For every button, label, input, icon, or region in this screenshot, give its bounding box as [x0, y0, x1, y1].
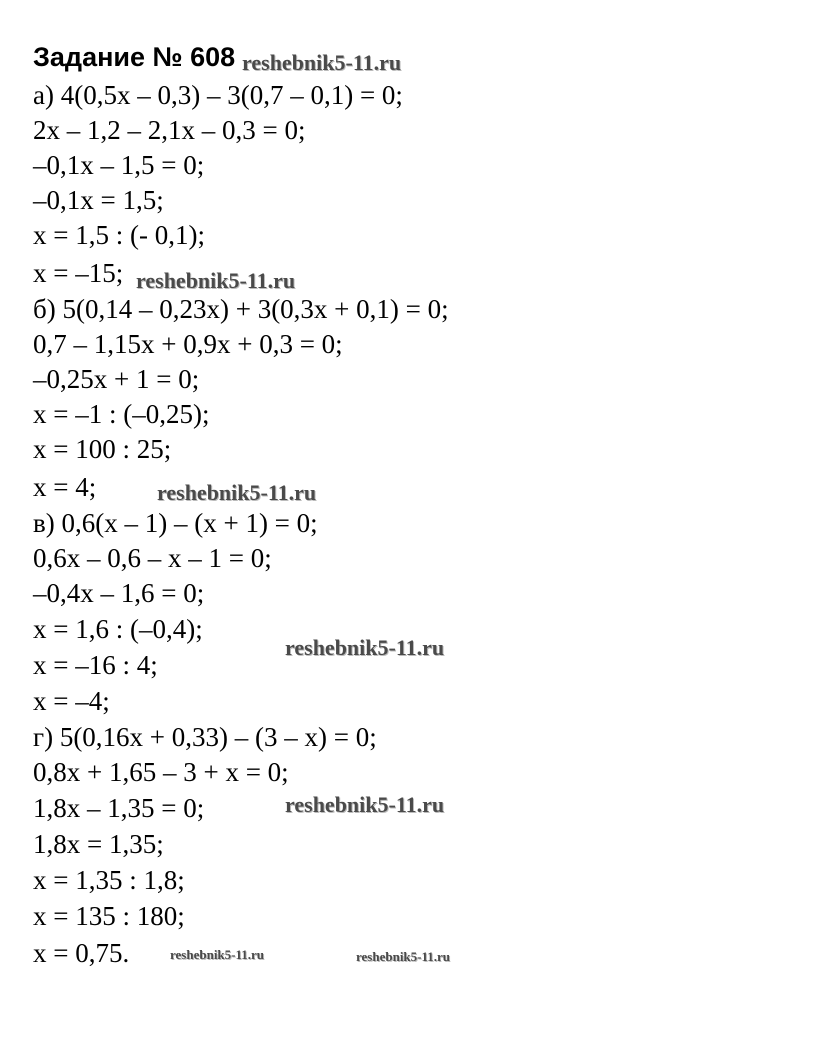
solution-line: 0,7 – 1,15х + 0,9х + 0,3 = 0; — [33, 329, 343, 359]
solution-line: 1,8х = 1,35; — [33, 829, 164, 859]
watermark: reshebnik5-11.ru — [170, 947, 265, 962]
watermark: reshebnik5-11.ru — [242, 50, 402, 75]
watermark: reshebnik5-11.ru — [285, 792, 445, 817]
solution-line: х = –16 : 4; — [33, 650, 158, 680]
solution-line: в) 0,6(х – 1) – (х + 1) = 0; — [33, 508, 318, 538]
solution-line: –0,4х – 1,6 = 0; — [33, 578, 205, 608]
watermark: reshebnik5-11.ru — [356, 949, 451, 964]
watermark: reshebnik5-11.ru — [157, 480, 317, 505]
solution-line: х = –1 : (–0,25); — [33, 399, 210, 429]
solution-line: х = 1,5 : (- 0,1); — [33, 220, 205, 250]
solution-line: –0,25х + 1 = 0; — [33, 364, 200, 394]
solution-line: х = 4; — [33, 472, 97, 502]
solution-line: х = 135 : 180; — [33, 901, 185, 931]
solution-line: х = 100 : 25; — [33, 434, 172, 464]
solution-line: х = –4; — [33, 686, 110, 716]
solution-line: г) 5(0,16х + 0,33) – (3 – х) = 0; — [33, 722, 377, 752]
solution-line: 0,8х + 1,65 – 3 + х = 0; — [33, 757, 289, 787]
solution-line: х = –15; — [33, 258, 124, 288]
solution-line: –0,1х – 1,5 = 0; — [33, 150, 205, 180]
solution-line: –0,1х = 1,5; — [33, 185, 164, 215]
solution-line: х = 1,35 : 1,8; — [33, 865, 185, 895]
solution-line: а) 4(0,5х – 0,3) – 3(0,7 – 0,1) = 0; — [33, 80, 403, 110]
solution-line: 0,6х – 0,6 – х – 1 = 0; — [33, 543, 272, 573]
watermark: reshebnik5-11.ru — [136, 268, 296, 293]
solution-line: х = 1,6 : (–0,4); — [33, 614, 203, 644]
watermark: reshebnik5-11.ru — [285, 635, 445, 660]
solution-line: 2х – 1,2 – 2,1х – 0,3 = 0; — [33, 115, 306, 145]
solution-line: 1,8х – 1,35 = 0; — [33, 793, 205, 823]
solution-line: б) 5(0,14 – 0,23х) + 3(0,3х + 0,1) = 0; — [33, 294, 449, 324]
solution-line: х = 0,75. — [33, 938, 130, 968]
task-title: Задание № 608 — [33, 42, 236, 72]
